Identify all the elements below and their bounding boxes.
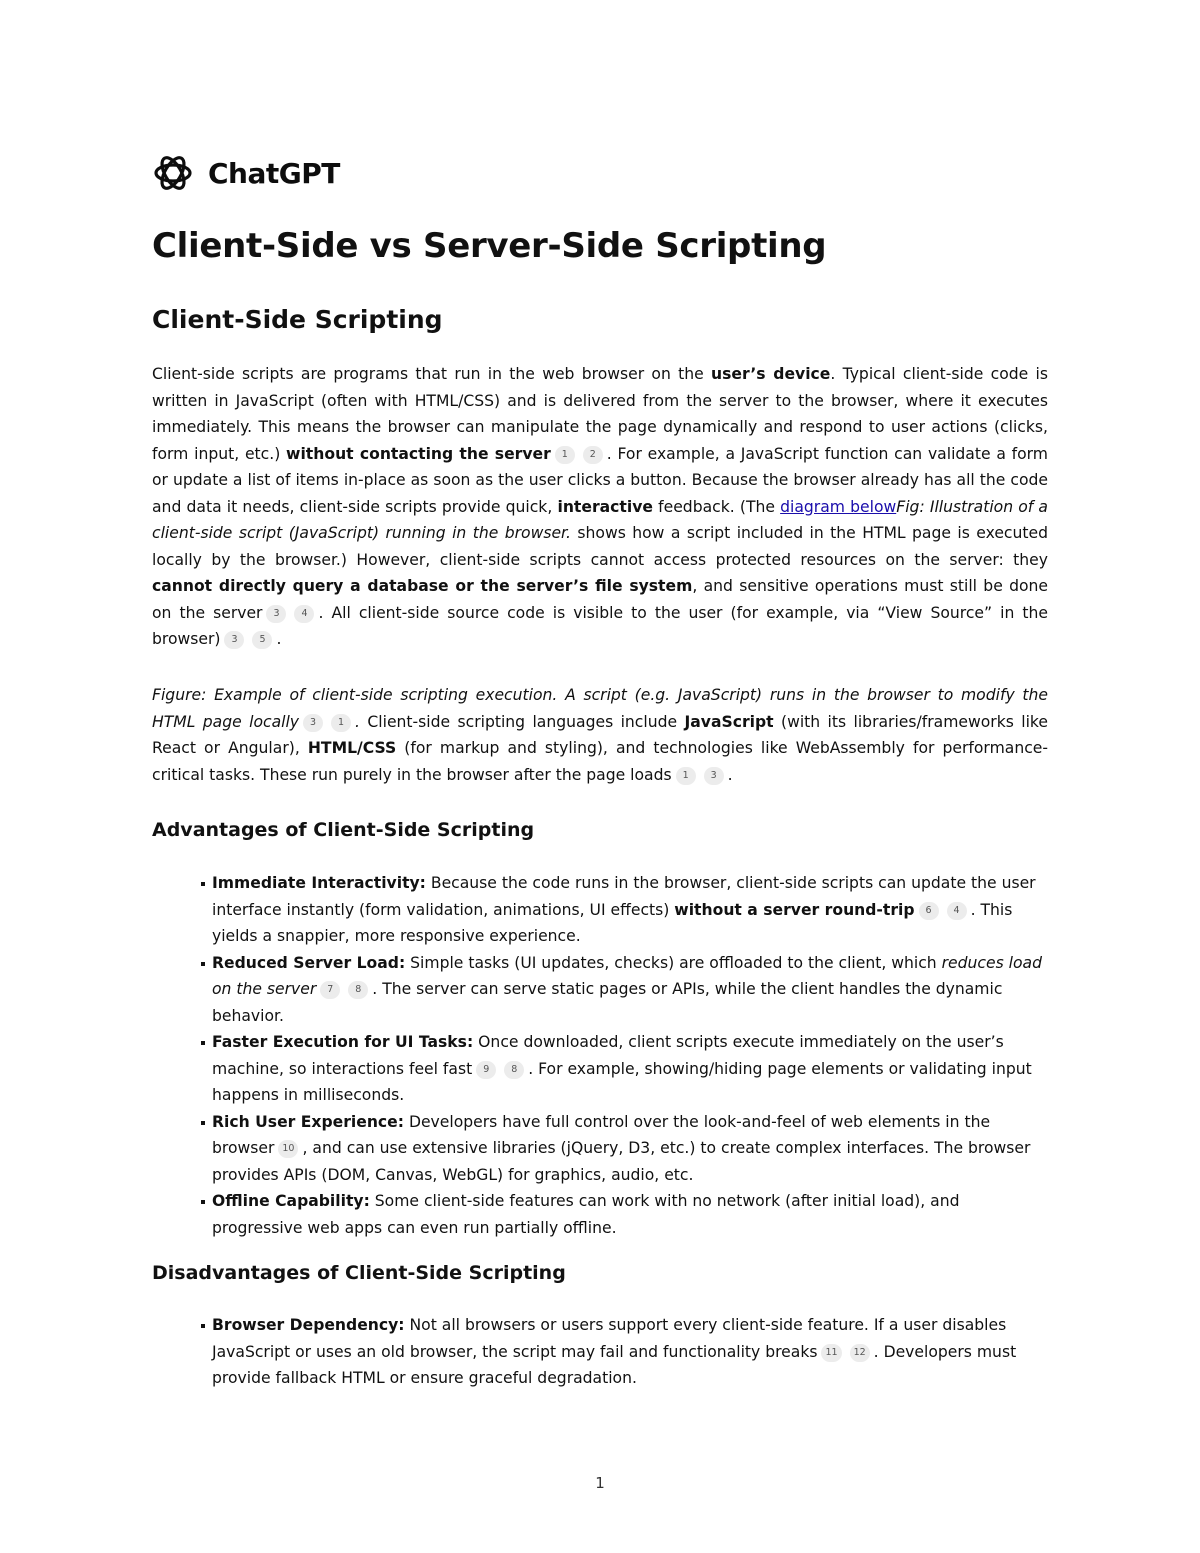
list-item (200, 1188, 1050, 1241)
openai-logo-icon (152, 152, 194, 194)
list-item (200, 870, 1050, 950)
diagram-link[interactable]: diagram below (780, 497, 897, 516)
chatgpt-logo (152, 152, 340, 194)
bold-text: Faster Execution for UI Tasks: (212, 1033, 474, 1051)
citation-badge[interactable]: 1 (676, 767, 696, 785)
citation-badge[interactable]: 1 (331, 714, 351, 732)
bold-text: Rich User Experience: (212, 1112, 404, 1131)
text-run: (for markup and styling), and technologies like WebAssembly for performance-critical tasks. These run purely in the browser after the page loads (152, 739, 1048, 784)
text-run: , and can use extensive libraries (jQuery, D3, etc.) to create complex interfaces. The browser provides APIs (DOM, Canvas, WebGL) for graphics, audio, etc. (212, 1139, 1031, 1184)
text-run: Because the code runs in the browser, client-side scripts can update the user interface instantly (form validation, animations, UI effects) (212, 874, 1036, 919)
citation-badge[interactable]: 2 (583, 446, 603, 464)
list-item (200, 1312, 1050, 1392)
text-run: . Developers must provide fallback HTML or ensure graceful degradation. (212, 1342, 1017, 1387)
text-run: shows how a script included in the HTML page is executed locally by the browser.) However, client-side scripts cannot access protected resources on the server: they (152, 524, 1048, 569)
italic-text: . (355, 712, 360, 731)
bold-text: Immediate Interactivity: (212, 874, 426, 892)
disadvantages-list (200, 1312, 1050, 1392)
brand-name: ChatGPT (208, 156, 340, 190)
text-run: (with its libraries/frameworks like React or Angular), (152, 712, 1048, 757)
citation-badge[interactable]: 3 (266, 605, 286, 623)
bold-text: Browser Dependency: (212, 1316, 405, 1334)
citation-badge[interactable]: 8 (504, 1061, 524, 1079)
italic-text: Fig: Illustration of a client-side script (JavaScript) running in the browser. (152, 497, 1048, 542)
text-run: Not all browsers or users support every client-side feature. If a user disables JavaScript or uses an old browser, the script may fail and functionality breaks (212, 1316, 1007, 1361)
citation-badge[interactable]: 1 (555, 446, 575, 464)
citation-badge[interactable]: 3 (704, 767, 724, 785)
text-run: feedback. (The (652, 497, 781, 516)
text-run: . (276, 630, 282, 648)
text-run: . This yields a snappier, more responsive experience. (212, 900, 1013, 945)
citation-badge[interactable]: 6 (919, 902, 939, 920)
citation-badge[interactable]: 4 (294, 605, 314, 623)
italic-text: Figure: Example of client-side scripting execution. A script (e.g. JavaScript) runs in the browser to modify the HTML page locally (152, 686, 1048, 731)
text-run: Some client-side features can work with no network (after initial load), and progressive web apps can even run partially offline. (212, 1192, 960, 1237)
text-run: Client-side scripts are programs that run in the web browser on the (152, 365, 712, 383)
figure-caption-paragraph (152, 682, 1048, 788)
bold-text: cannot directly query a database or the server’s file system (152, 577, 693, 595)
text-run: Simple tasks (UI updates, checks) are offloaded to the client, which (405, 953, 942, 972)
citation-badge[interactable]: 11 (821, 1344, 841, 1362)
citation-badge[interactable]: 8 (348, 981, 368, 999)
intro-paragraph (152, 361, 1048, 653)
text-run: . For example, a JavaScript function can validate a form or update a list of items in-place as soon as the user clicks a button. Because the browser already has all the code and data it needs, client-side scripts provide quick, (152, 444, 1048, 516)
bold-text: HTML/CSS (307, 739, 397, 757)
bold-text: without contacting the server (286, 444, 551, 463)
list-item (200, 1109, 1050, 1189)
text-run: Once downloaded, client scripts execute immediately on the user’s machine, so interactions feel fast (212, 1033, 1004, 1078)
text-run: . For example, showing/hiding page elements or validating input happens in milliseconds. (212, 1059, 1032, 1104)
bold-text: without a server round-trip (674, 900, 915, 919)
text-run: Developers have full control over the look-and-feel of web elements in the browser (212, 1112, 991, 1157)
list-item (200, 1029, 1050, 1109)
section-heading-client-side: Client-Side Scripting (152, 305, 443, 334)
advantages-list (200, 870, 1050, 1241)
text-run: . (727, 765, 733, 784)
text-run: . Typical client-side code is written in JavaScript (often with HTML/CSS) and is delivered from the server to the browser, where it executes immediately. This means the browser can manipulate the page dynamically and respond to user actions (clicks, form input, etc.) (152, 365, 1048, 463)
citation-badge[interactable]: 10 (278, 1140, 298, 1158)
citation-badge[interactable]: 9 (476, 1061, 496, 1079)
text-run: , and sensitive operations must still be done on the server (152, 577, 1048, 622)
advantages-heading: Advantages of Client-Side Scripting (152, 819, 535, 841)
italic-text: reduces load on the server (212, 953, 1043, 998)
bold-text: user’s device (711, 365, 831, 383)
bold-text: Offline Capability: (212, 1192, 370, 1210)
bold-text: Reduced Server Load: (212, 953, 406, 972)
page-title: Client-Side vs Server-Side Scripting (152, 226, 827, 266)
citation-badge[interactable]: 4 (947, 902, 967, 920)
citation-badge[interactable]: 7 (320, 981, 340, 999)
disadvantages-heading: Disadvantages of Client-Side Scripting (152, 1262, 566, 1284)
bold-text: interactive (557, 497, 653, 516)
list-item (200, 950, 1050, 1030)
text-run: . The server can serve static pages or APIs, while the client handles the dynamic behavior. (212, 980, 1003, 1025)
bold-text: JavaScript (684, 712, 774, 731)
citation-badge[interactable]: 3 (303, 714, 323, 732)
text-run: . All client-side source code is visible to the user (for example, via “View Source” in the browser) (152, 603, 1048, 648)
citation-badge[interactable]: 3 (224, 631, 244, 649)
citation-badge[interactable]: 5 (252, 631, 272, 649)
text-run: Client-side scripting languages include (360, 712, 685, 731)
citation-badge[interactable]: 12 (850, 1344, 870, 1362)
page-number: 1 (595, 1474, 605, 1492)
